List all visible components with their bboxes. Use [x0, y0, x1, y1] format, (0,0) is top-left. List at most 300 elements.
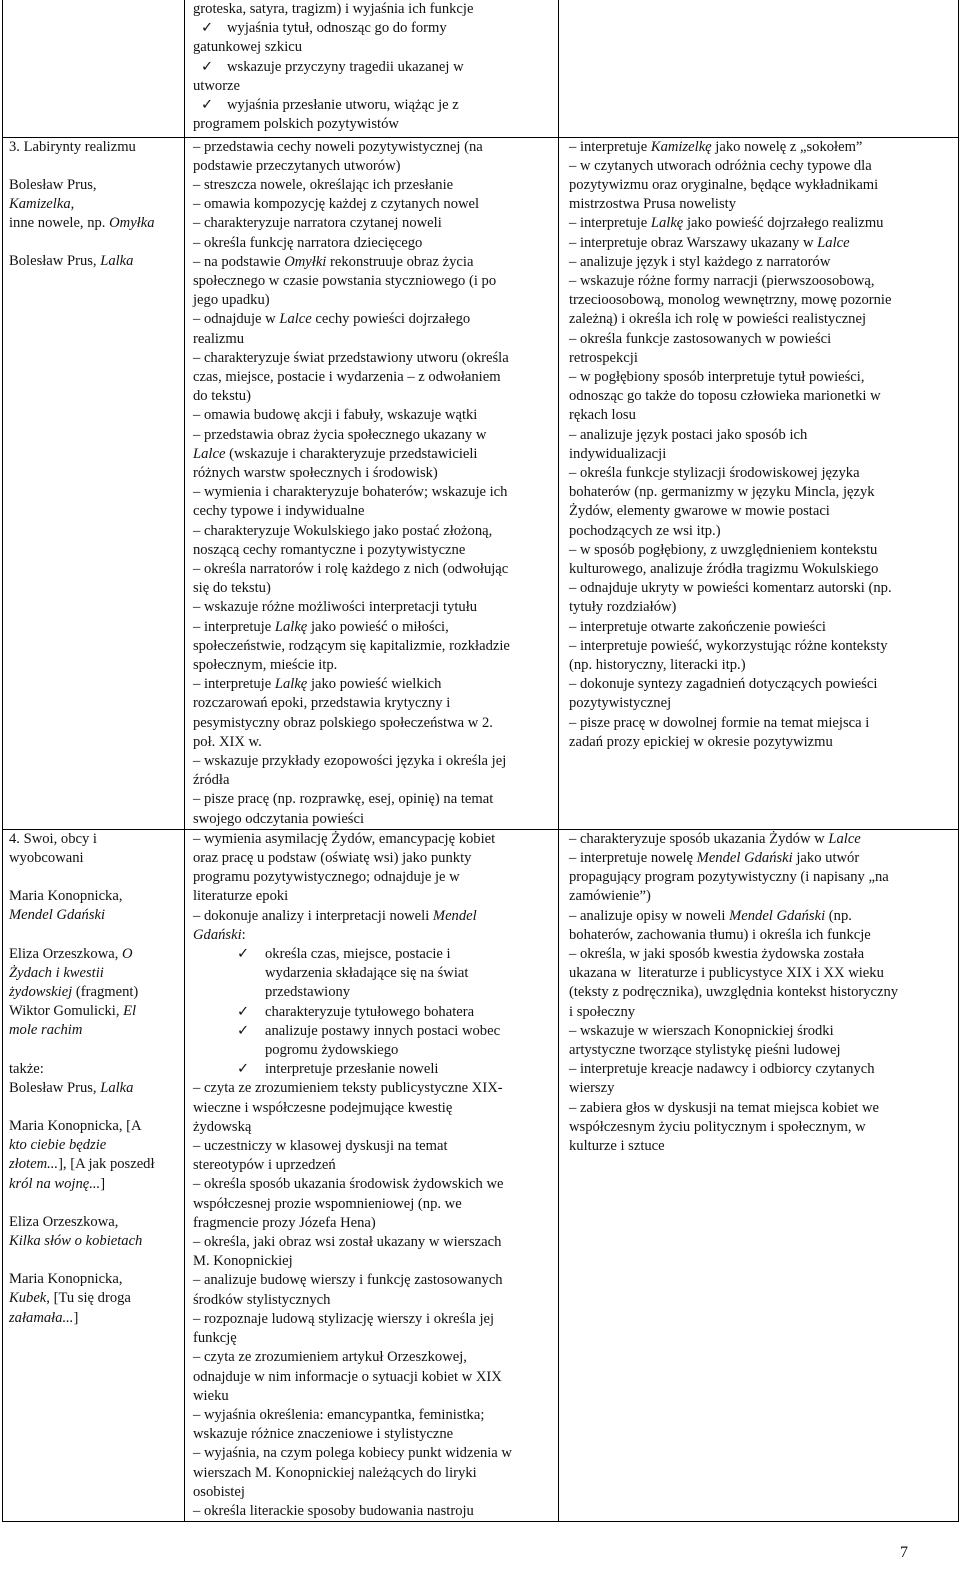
text-run: Maria Konopnicka,	[9, 1271, 123, 1288]
text-run: wydarzenia składające się na świat	[265, 965, 469, 982]
text-run: różnych warstw społecznych i środowisk)	[193, 464, 438, 481]
text-line	[193, 1022, 554, 1041]
text-line	[569, 926, 954, 945]
text-line	[569, 598, 954, 617]
text-line	[193, 598, 554, 617]
text-run: Eliza Orzeszkowa,	[9, 1213, 119, 1230]
text-line	[569, 464, 954, 483]
text-run: oraz pracę u podstaw (oświatę wsi) jako punkty	[193, 850, 472, 867]
text-run: – charakteryzuje Wokulskiego jako postać złożoną,	[193, 522, 493, 539]
text-line	[193, 0, 554, 19]
basic-requirements-cell	[185, 829, 559, 1521]
text-run: wierszach M. Konopnickiej należących do liryki	[193, 1464, 477, 1481]
text-line	[193, 96, 554, 115]
text-run: – w pogłębiony sposób interpretuje tytuł powieści,	[569, 368, 865, 385]
text-line	[193, 310, 554, 329]
text-line	[193, 618, 554, 637]
text-line	[193, 656, 554, 675]
text-line	[9, 1175, 180, 1194]
text-run: zadań prozy epickiej w okresie pozytywizmu	[569, 733, 833, 750]
checkmark-icon: ✓	[237, 1022, 250, 1039]
text-line	[193, 579, 554, 598]
text-line	[569, 983, 954, 1002]
extended-requirements-cell	[559, 0, 959, 137]
text-line	[9, 252, 180, 271]
text-line	[193, 964, 554, 983]
text-line	[569, 675, 954, 694]
text-run: – określa, w jaki sposób kwestia żydowska została	[569, 946, 865, 963]
text-line	[193, 330, 554, 349]
text-line	[193, 810, 554, 829]
blank-line	[9, 233, 180, 252]
text-run: – interpretuje	[193, 618, 275, 635]
text-line	[569, 849, 954, 868]
text-run: – wyjaśnia, na czym polega kobiecy punkt widzenia w	[193, 1445, 512, 1462]
text-run: społecznego w czasie powstania styczniowego (i po	[193, 272, 497, 289]
text-run: czas, miejsce, postacie i wydarzenia – z odwołaniem	[193, 368, 501, 385]
text-line	[193, 483, 554, 502]
italic-title: Mendel Gdański	[696, 850, 793, 867]
text-line	[9, 1213, 180, 1232]
text-line	[193, 1099, 554, 1118]
text-line	[193, 234, 554, 253]
text-line	[569, 868, 954, 887]
text-line	[193, 1271, 554, 1290]
text-line	[193, 926, 554, 945]
text-run: ukazana w literaturze i publicystyce XIX i XX wieku	[569, 965, 884, 982]
text-line	[9, 1002, 180, 1021]
text-run: (np.	[825, 907, 852, 924]
text-line	[9, 138, 180, 157]
italic-title: Kamizelka,	[9, 195, 75, 212]
curriculum-table	[2, 0, 959, 1522]
text-run: – odnajduje w	[193, 311, 280, 328]
text-run: – wskazuje różne możliwości interpretacji tytułu	[193, 599, 478, 616]
text-line	[193, 1175, 554, 1194]
text-run: Żydów, elementy gwarowe w mowie postaci	[569, 503, 830, 520]
text-run: wieku	[193, 1387, 229, 1404]
checkmark-icon: ✓	[201, 20, 214, 37]
text-run: – określa narratorów i rolę każdego z nich (odwołując	[193, 560, 509, 577]
text-run: – zabiera głos w dyskusji na temat miejsca kobiet we	[569, 1099, 880, 1116]
text-line	[569, 1118, 954, 1137]
text-run: współczesnej prozie wspomnieniowej (np. we	[193, 1195, 462, 1212]
text-run: Eliza Orzeszkowa,	[9, 945, 123, 962]
basic-requirements-cell	[185, 0, 559, 137]
text-line	[569, 637, 954, 656]
table-row	[3, 137, 959, 829]
text-run: – odnajduje ukryty w powieści komentarz autorski (np.	[569, 580, 892, 597]
text-run: jako powieść dojrzałego realizmu	[683, 215, 884, 232]
text-run: odnosząc go także do toposu człowieka marionetki w	[569, 388, 881, 405]
text-line	[193, 1156, 554, 1175]
text-run: kulturowego, analizuje źródła tragizmu Wokulskiego	[569, 560, 879, 577]
text-run: rozczarowań epoki, przedstawia krytyczny i	[193, 695, 451, 712]
blank-line	[9, 1041, 180, 1060]
text-run: – pisze pracę w dowolnej formie na temat miejsca i	[569, 714, 870, 731]
basic-requirements-cell	[185, 137, 559, 829]
table-row	[3, 0, 959, 137]
checkmark-icon: ✓	[237, 1061, 250, 1078]
text-run: – w sposób pogłębiony, z uwzględnieniem kontekstu	[569, 541, 878, 558]
text-run: – dokonuje analizy i interpretacji noweli	[193, 907, 433, 924]
text-run: ], [A jak poszedł	[58, 1156, 155, 1173]
text-line	[193, 714, 554, 733]
text-run: programu pozytywistycznego; odnajduje je w	[193, 869, 460, 886]
italic-title: El	[123, 1003, 137, 1020]
topic-cell	[3, 137, 185, 829]
text-run: pesymistyczny obraz polskiego społeczeństwa w 2.	[193, 714, 493, 731]
text-line	[193, 176, 554, 195]
italic-title: Lalkę	[274, 676, 308, 693]
text-run: Bolesław Prus,	[9, 176, 97, 193]
text-line	[9, 1060, 180, 1079]
text-run: – w czytanych utworach odróżnia cechy typowe dla	[569, 157, 872, 174]
text-line	[569, 445, 954, 464]
text-run: – określa literackie sposoby budowania nastroju	[193, 1502, 474, 1519]
italic-title: Lalce	[193, 445, 226, 462]
italic-title: Kamizelkę	[650, 138, 712, 155]
italic-title: Lalce	[279, 311, 312, 328]
text-run: – wskazuje różne formy narracji (pierwszoosobową,	[569, 272, 875, 289]
italic-title: Omyłka	[109, 215, 155, 232]
text-run: 4. Swoi, obcy i	[9, 830, 97, 847]
topic-cell	[3, 829, 185, 1521]
italic-title: Mendel	[432, 907, 477, 924]
italic-title: Mendel Gdański	[729, 907, 826, 924]
text-line	[193, 1387, 554, 1406]
italic-title: kto ciebie będzie	[9, 1137, 107, 1154]
italic-title: O	[122, 945, 133, 962]
text-line	[193, 214, 554, 233]
table-body	[3, 0, 959, 1522]
text-line	[193, 560, 554, 579]
text-run: wieczne i współczesne podejmujące kwestię	[193, 1099, 453, 1116]
text-run: funkcję	[193, 1330, 237, 1347]
text-run: – interpretuje obraz Warszawy ukazany w	[569, 234, 818, 251]
text-run: fragmencie prozy Józefa Hena)	[193, 1214, 376, 1231]
text-line	[193, 541, 554, 560]
text-line	[9, 176, 180, 195]
text-run: także:	[9, 1060, 44, 1077]
italic-title: Żydach i kwestii	[9, 964, 104, 981]
text-line	[193, 1406, 554, 1425]
text-run: pogromu żydowskiego	[265, 1042, 399, 1059]
table-row	[3, 829, 959, 1521]
text-run: – interpretuje	[569, 215, 651, 232]
text-line	[193, 195, 554, 214]
text-run: – interpretuje nowelę	[569, 850, 697, 867]
italic-title: żydowskiej	[9, 984, 73, 1001]
text-run: – charakteryzuje narratora czytanej noweli	[193, 215, 442, 232]
text-line	[193, 138, 554, 157]
text-line	[9, 1079, 180, 1098]
text-run: – na podstawie	[193, 253, 285, 270]
text-run: i społeczny	[569, 1003, 636, 1020]
text-run: indywidualizacji	[569, 445, 667, 462]
text-run: źródła	[193, 772, 230, 789]
text-line	[193, 1214, 554, 1233]
italic-title: Lalce	[817, 234, 850, 251]
text-run: podstawie przeczytanych utworów)	[193, 157, 401, 174]
text-run: – określa sposób ukazania środowisk żydowskich we	[193, 1176, 504, 1193]
text-line	[193, 1329, 554, 1348]
text-run: rekonstruuje obraz życia	[326, 253, 474, 270]
text-line	[193, 637, 554, 656]
text-run: – interpretuje kreacje nadawcy i odbiorcy czytanych	[569, 1061, 875, 1078]
text-line	[9, 1232, 180, 1251]
text-run: Wiktor Gomulicki,	[9, 1003, 124, 1020]
text-line	[569, 253, 954, 272]
extended-requirements-cell	[559, 829, 959, 1521]
italic-title: Kilka słów o kobietach	[9, 1233, 143, 1250]
text-line	[193, 502, 554, 521]
text-run: rękach losu	[569, 407, 636, 424]
text-run: bohaterów, zachowania tłumu) i określa ich funkcje	[569, 926, 871, 943]
text-run: wyjaśnia przesłanie utworu, wiążąc je z	[227, 97, 459, 114]
text-line	[569, 234, 954, 253]
checkmark-icon: ✓	[237, 946, 250, 963]
text-run: (teksty z podręcznika), uwzględnia kontekst historyczny	[569, 984, 899, 1001]
text-line	[569, 406, 954, 425]
text-line	[193, 368, 554, 387]
text-run: jego upadku)	[193, 292, 270, 309]
text-line	[569, 560, 954, 579]
extended-requirements-cell	[559, 137, 959, 829]
text-line	[569, 138, 954, 157]
italic-title: Lalce	[828, 830, 861, 847]
text-run: jako powieść wielkich	[307, 676, 442, 693]
text-line	[569, 618, 954, 637]
text-run: – analizuje opisy w noweli	[569, 907, 730, 924]
text-run: – interpretuje powieść, wykorzystując różne konteksty	[569, 637, 888, 654]
text-line	[569, 887, 954, 906]
text-run: – określa, jaki obraz wsi został ukazany w wierszach	[193, 1234, 502, 1251]
text-run: – charakteryzuje świat przedstawiony utworu (określa	[193, 349, 509, 366]
text-run: gatunkowej szkicu	[193, 39, 303, 56]
text-run: 3. Labirynty realizmu	[9, 138, 136, 155]
text-run: jako nowelę z „sokołem”	[711, 138, 863, 155]
italic-title: załamała...	[9, 1309, 74, 1326]
text-line	[9, 983, 180, 1002]
text-line	[193, 115, 554, 134]
text-line	[569, 387, 954, 406]
text-run: Maria Konopnicka,	[9, 888, 123, 905]
text-line	[569, 176, 954, 195]
text-line	[569, 1079, 954, 1098]
text-run: wyobcowani	[9, 850, 84, 867]
text-line	[569, 157, 954, 176]
text-run: (wskazuje i charakteryzuje przedstawicieli	[225, 445, 478, 462]
text-run: – określa funkcje stylizacji środowiskowej języka	[569, 464, 860, 481]
text-line	[193, 58, 554, 77]
text-run: – wyjaśnia określenia: emancypantka, feministka;	[193, 1406, 485, 1423]
text-run: jako powieść o miłości,	[307, 618, 449, 635]
text-line	[193, 522, 554, 541]
text-line	[569, 733, 954, 752]
checkmark-icon: ✓	[201, 97, 214, 114]
text-run: wyjaśnia tytuł, odnosząc go do formy	[227, 20, 447, 37]
text-line	[193, 694, 554, 713]
italic-title: mole rachim	[9, 1022, 83, 1039]
text-line	[9, 1309, 180, 1328]
text-line	[569, 714, 954, 733]
text-line	[569, 195, 954, 214]
text-line	[193, 387, 554, 406]
text-line	[569, 310, 954, 329]
text-line	[569, 541, 954, 560]
text-line	[193, 1195, 554, 1214]
text-run: – analizuje budowę wierszy i funkcję zastosowanych	[193, 1272, 503, 1289]
text-run: jako utwór	[792, 850, 860, 867]
text-line	[193, 77, 554, 96]
text-line	[193, 887, 554, 906]
text-run: utworze	[193, 77, 241, 94]
text-run: stereotypów i uprzedzeń	[193, 1157, 336, 1174]
text-line	[569, 964, 954, 983]
text-line	[569, 830, 954, 849]
text-line	[9, 830, 180, 849]
text-line	[193, 38, 554, 57]
text-run: – uczestniczy w klasowej dyskusji na temat	[193, 1138, 448, 1155]
text-run: (np. historyczny, literacki itp.)	[569, 656, 746, 673]
text-line	[193, 445, 554, 464]
text-line	[193, 752, 554, 771]
text-line	[193, 830, 554, 849]
italic-title: Lalkę	[650, 215, 684, 232]
text-line	[193, 1502, 554, 1521]
text-run: żydowską	[193, 1118, 252, 1135]
text-line	[193, 675, 554, 694]
text-run: cechy powieści dojrzałego	[311, 311, 471, 328]
text-run: groteska, satyra, tragizm) i wyjaśnia ich funkcje	[193, 1, 474, 17]
text-line	[9, 887, 180, 906]
text-run: – wymienia i charakteryzuje bohaterów; wskazuje ich	[193, 484, 508, 501]
text-run: – czyta ze zrozumieniem artykuł Orzeszkowej,	[193, 1349, 467, 1366]
text-run: pozytywizmu oraz oryginalne, będące wykładnikami	[569, 176, 879, 193]
text-line	[9, 195, 180, 214]
text-line	[569, 368, 954, 387]
blank-line	[9, 157, 180, 176]
text-run: – wskazuje przykłady ezopowości języka i określa jej	[193, 753, 507, 769]
text-line	[569, 1041, 954, 1060]
text-line	[193, 1233, 554, 1252]
text-run: środków stylistycznych	[193, 1291, 331, 1308]
text-line	[9, 1136, 180, 1155]
italic-title: Lalkę	[274, 618, 308, 635]
text-run: do tekstu)	[193, 388, 251, 405]
text-run: wskazuje przyczyny tragedii ukazanej w	[227, 58, 464, 75]
text-line	[193, 1291, 554, 1310]
text-run: – analizuje język postaci jako sposób ich	[569, 426, 808, 443]
text-run: wierszy	[569, 1080, 615, 1097]
text-line	[193, 1060, 554, 1079]
text-run: społecznym, mieście itp.	[193, 656, 338, 673]
text-run: – interpretuje	[569, 138, 651, 155]
text-line	[569, 330, 954, 349]
text-line	[9, 1270, 180, 1289]
text-line	[569, 349, 954, 368]
text-run: ]	[100, 1175, 106, 1192]
text-run: przedstawiony	[265, 984, 351, 1001]
text-line	[193, 849, 554, 868]
text-line	[9, 906, 180, 925]
text-line	[569, 1099, 954, 1118]
text-line	[569, 656, 954, 675]
text-line	[569, 694, 954, 713]
italic-title: król na wojnę...	[9, 1175, 101, 1192]
text-run: bohaterów (np. germanizmy w języku Mincla, język	[569, 484, 875, 501]
text-line	[569, 426, 954, 445]
checkmark-icon: ✓	[237, 1003, 250, 1020]
text-line	[193, 291, 554, 310]
text-run: społeczeństwie, rodzącym się kapitalizmie, rozkładzie	[193, 637, 510, 654]
text-line	[569, 1003, 954, 1022]
text-run: trzecioosobową, monolog wewnętrzny, mowę pozornie	[569, 292, 892, 309]
text-line	[9, 1289, 180, 1308]
text-line	[193, 253, 554, 272]
text-run: – analizuje język i styl każdego z narratorów	[569, 253, 831, 270]
text-line	[569, 502, 954, 521]
text-run: tytuły rozdziałów)	[569, 599, 677, 616]
blank-line	[9, 1194, 180, 1213]
text-line	[193, 868, 554, 887]
text-run: – streszcza nowele, określając ich przesłanie	[193, 176, 454, 193]
text-run: retrospekcji	[569, 349, 638, 366]
text-run: M. Konopnickiej	[193, 1253, 293, 1270]
text-run: cechy typowe i indywidualne	[193, 503, 365, 520]
text-line	[193, 426, 554, 445]
text-run: programem polskich pozytywistów	[193, 116, 399, 133]
text-run: inne nowele, np.	[9, 215, 110, 232]
blank-line	[9, 1251, 180, 1270]
text-line	[9, 1117, 180, 1136]
text-run: współczesnym życiu politycznym i społecznym, w	[569, 1118, 866, 1135]
italic-title: złotem...	[9, 1156, 59, 1173]
text-line	[569, 291, 954, 310]
text-line	[193, 464, 554, 483]
blank-line	[9, 868, 180, 887]
italic-title: Omyłki	[284, 253, 327, 270]
text-run: – omawia budowę akcji i fabuły, wskazuje wątki	[193, 407, 478, 424]
text-run: realizmu	[193, 330, 245, 347]
text-line	[193, 771, 554, 790]
text-run: zamówienie”)	[569, 888, 651, 905]
text-run: swojego odczytania powieści	[193, 810, 365, 827]
text-run: pochodzących ze wsi itp.)	[569, 522, 721, 539]
text-line	[193, 349, 554, 368]
text-line	[193, 406, 554, 425]
text-run: charakteryzuje tytułowego bohatera	[265, 1003, 475, 1020]
text-line	[193, 1137, 554, 1156]
text-run: – omawia kompozycję każdej z czytanych nowel	[193, 196, 480, 213]
text-line	[9, 849, 180, 868]
text-run: – określa funkcję narratora dziecięcego	[193, 234, 423, 251]
text-line	[193, 983, 554, 1002]
text-line	[193, 1003, 554, 1022]
text-run: wskazuje różnice znaczeniowe i stylistyczne	[193, 1426, 454, 1443]
text-run: mistrzostwa Prusa nowelisty	[569, 196, 737, 213]
text-line	[193, 1041, 554, 1060]
text-line	[193, 272, 554, 291]
text-run: analizuje postawy innych postaci wobec	[265, 1022, 501, 1039]
text-run: , [Tu się droga	[46, 1290, 131, 1307]
text-run: – wymienia asymilację Żydów, emancypację kobiet	[193, 830, 496, 847]
text-run: noszącą cechy romantyczne i pozytywistyczne	[193, 541, 466, 558]
text-run: odnajduje w nim informacje o sytuacji kobiet w XIX	[193, 1368, 502, 1385]
text-run: – pisze pracę (np. rozprawkę, esej, opinię) na temat	[193, 791, 494, 808]
text-run: – rozpoznaje ludową stylizację wierszy i określa jej	[193, 1310, 495, 1327]
